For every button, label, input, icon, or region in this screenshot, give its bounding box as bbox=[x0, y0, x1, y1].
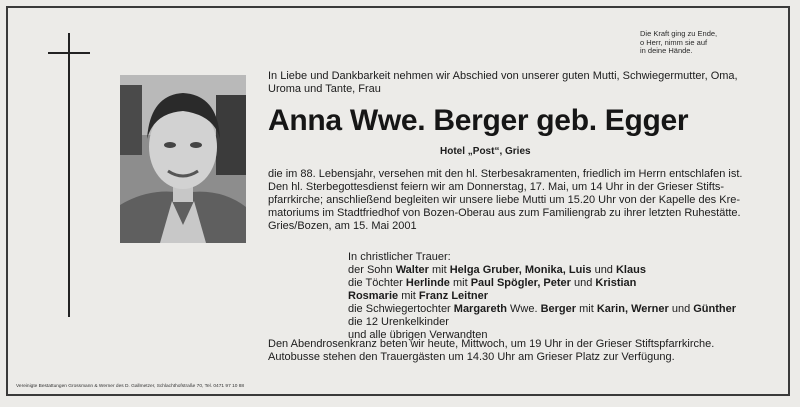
mourner-line: der Sohn Walter mit Helga Gruber, Monika, Luis und Klaus bbox=[348, 264, 646, 276]
bus-line: Autobusse stehen den Trauergästen um 14.30 Uhr am Grieser Platz zur Verfügung. bbox=[268, 351, 675, 363]
funeral-details bbox=[268, 168, 743, 233]
verse bbox=[640, 30, 780, 56]
intro-line: Uroma und Tante, Frau bbox=[268, 83, 381, 95]
intro-line: In Liebe und Dankbarkeit nehmen wir Abschied von unserer guten Mutti, Schwiegermutter, Oma, bbox=[268, 70, 738, 82]
undertaker-footer: Vereinigte Bestattungen Grossmann & Werner des D. Gallmetzer, Schlachthofstraße 70, Tel. 0471 97 10 88 bbox=[16, 384, 245, 389]
mourner-line: die Töchter Herlinde mit Paul Spögler, Peter und Kristian bbox=[348, 277, 637, 289]
details-line: matoriums im Stadtfriedhof von Bozen-Oberau aus zum Familiengrab zu ihrer letzten Ruhestätte. bbox=[268, 207, 741, 219]
details-line: pfarrkirche; anschließend begleiten wir unsere liebe Mutti um 15.20 Uhr von der Kapelle des Kre- bbox=[268, 194, 741, 206]
mourners-list bbox=[348, 251, 736, 342]
mourner-line: und alle übrigen Verwandten bbox=[348, 329, 488, 341]
mourner-line: die 12 Urenkelkinder bbox=[348, 316, 449, 328]
mourner-line: die Schwiegertochter Margareth Wwe. Berger mit Karin, Werner und Günther bbox=[348, 303, 737, 315]
details-line: die im 88. Lebensjahr, versehen mit den hl. Sterbesakramenten, friedlich im Herrn entschlafen ist. bbox=[268, 168, 743, 180]
mourners-heading: In christlicher Trauer: bbox=[348, 251, 451, 263]
rosary-line: Den Abendrosenkranz beten wir heute, Mittwoch, um 19 Uhr in der Grieser Stiftspfarrkirche. bbox=[268, 338, 715, 350]
verse-line: o Herr, nimm sie auf bbox=[640, 37, 708, 47]
place-date: Gries/Bozen, am 15. Mai 2001 bbox=[268, 220, 417, 232]
cross-icon-bar bbox=[48, 52, 90, 54]
portrait-photo bbox=[120, 75, 246, 243]
deceased-name: Anna Wwe. Berger geb. Egger bbox=[268, 104, 689, 137]
verse-line: Die Kraft ging zu Ende, bbox=[640, 29, 718, 38]
verse-line: in deine Hände. bbox=[640, 46, 693, 55]
details-line: Den hl. Sterbegottesdienst feiern wir am Donnerstag, 17. Mai, um 14 Uhr in der Grieser Stifts- bbox=[268, 181, 725, 193]
cross-icon bbox=[68, 33, 70, 317]
mourner-line: Rosmarie mit Franz Leitner bbox=[348, 290, 488, 302]
closing-text bbox=[268, 338, 714, 364]
intro-text bbox=[268, 70, 768, 96]
deceased-hotel: Hotel „Post“, Gries bbox=[440, 146, 531, 157]
